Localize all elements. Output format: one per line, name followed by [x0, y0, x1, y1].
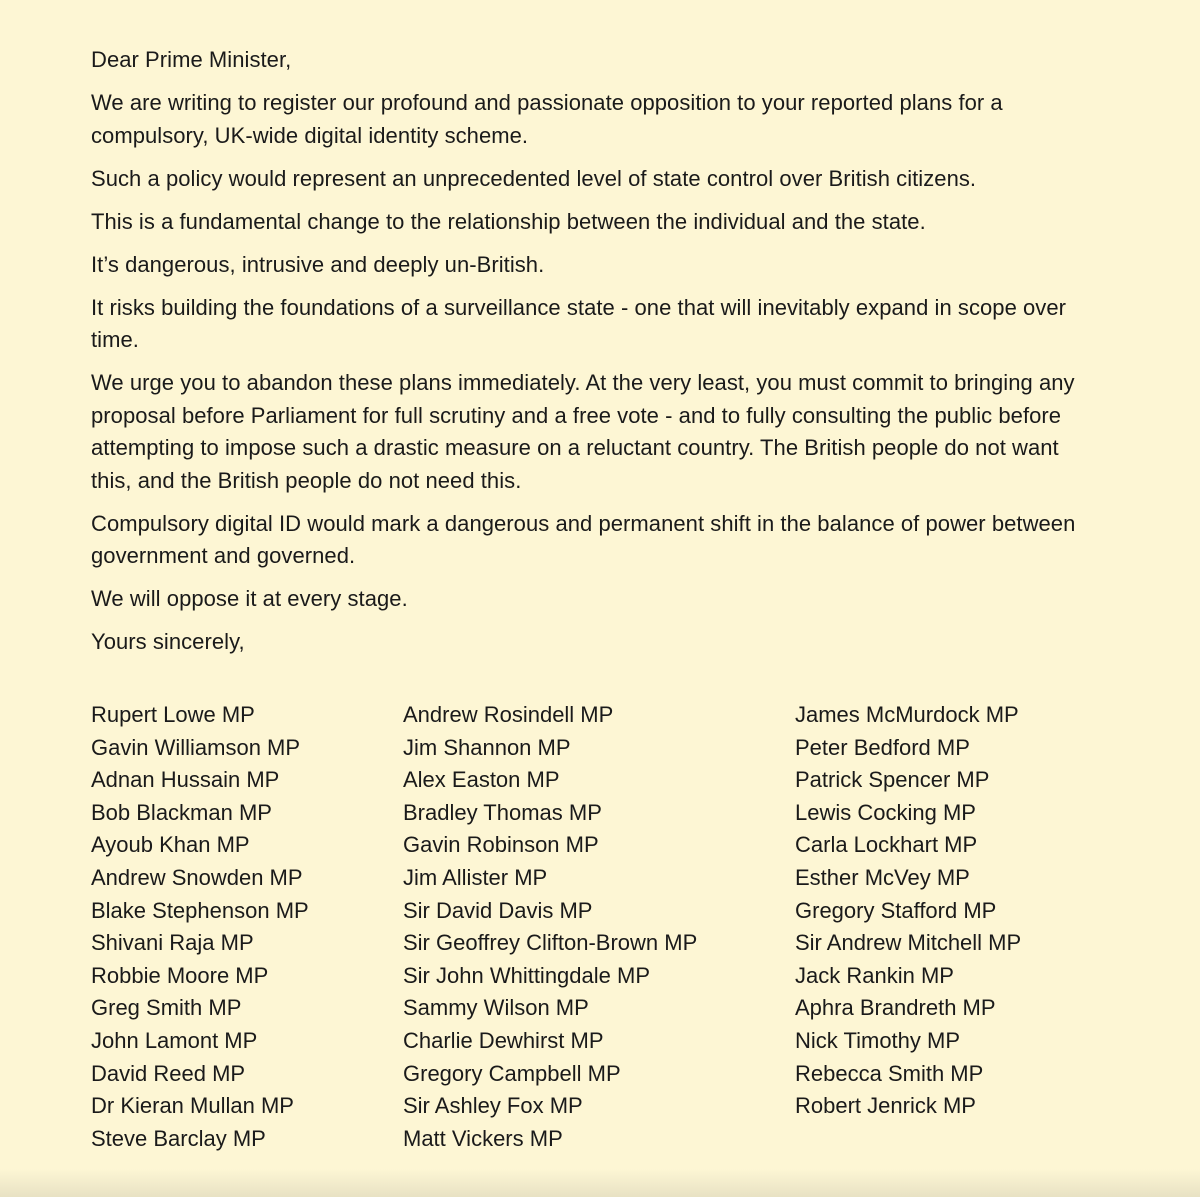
signatory-name: Charlie Dewhirst MP — [403, 1027, 604, 1053]
signatory-name: Sir Ashley Fox MP — [403, 1093, 583, 1119]
signatory-name: Dr Kieran Mullan MP — [91, 1093, 294, 1119]
signatory-name: Nick Timothy MP — [795, 1027, 961, 1053]
paragraph-7: Compulsory digital ID would mark a dangerous and permanent shift in the balance of power between government and governed. — [91, 510, 1076, 568]
signatory-name: Andrew Snowden MP — [91, 864, 303, 890]
signatory-column-1 — [91, 699, 309, 1155]
signatory-name: Adnan Hussain MP — [91, 767, 280, 793]
signatory-name: Jim Allister MP — [403, 864, 548, 890]
salutation: Dear Prime Minister, — [91, 47, 292, 72]
paragraph-2: Such a policy would represent an unprecedented level of state control over British citizens. — [91, 165, 977, 191]
signatory-name: Sir Andrew Mitchell MP — [795, 930, 1022, 956]
paragraph-6: We urge you to abandon these plans immediately. At the very least, you must commit to bringing any proposal before Parliament for full scrutiny and a free vote - and to fully consulting the public before attempting to impose such a drastic measure on a reluctant country. The British people do not want this, and the British people do not need this. — [91, 370, 1075, 493]
signatory-name: Rebecca Smith MP — [795, 1060, 984, 1086]
signatory-name: Andrew Rosindell MP — [403, 702, 614, 727]
signatory-name: Gregory Campbell MP — [403, 1060, 621, 1086]
signatory-name: Alex Easton MP — [403, 767, 560, 793]
signatory-name: David Reed MP — [91, 1060, 246, 1086]
signatory-name: Blake Stephenson MP — [91, 897, 309, 923]
signatory-name: Jack Rankin MP — [795, 962, 954, 988]
signatory-name: Bradley Thomas MP — [403, 799, 602, 825]
signatory-name: Gavin Robinson MP — [403, 832, 599, 858]
paragraph-5: It risks building the foundations of a surveillance state - one that will inevitably expand in scope over time. — [91, 294, 1067, 352]
signatory-name: Sir John Whittingdale MP — [403, 962, 650, 988]
signatory-name: Shivani Raja MP — [91, 930, 254, 956]
signatory-name: Esther McVey MP — [795, 864, 970, 890]
signatory-name: Ayoub Khan MP — [91, 832, 250, 858]
signatory-name: James McMurdock MP — [795, 702, 1019, 727]
signatory-name: Greg Smith MP — [91, 995, 242, 1021]
signatory-name: Sir Geoffrey Clifton-Brown MP — [403, 930, 698, 956]
signatory-name: Carla Lockhart MP — [795, 832, 978, 858]
signatory-name: Robert Jenrick MP — [795, 1093, 976, 1119]
signatory-name: Bob Blackman MP — [91, 799, 272, 825]
signatory-name: Patrick Spencer MP — [795, 767, 990, 793]
signatory-name: Jim Shannon MP — [403, 734, 571, 760]
signatory-name: Gavin Williamson MP — [91, 734, 301, 760]
signatory-column-2 — [403, 699, 697, 1155]
letter-body — [91, 44, 1081, 659]
paragraph-1: We are writing to register our profound and passionate opposition to your reported plans for a compulsory, UK-wide digital identity scheme. — [91, 90, 1003, 148]
signatory-name: Matt Vickers MP — [403, 1125, 563, 1151]
paragraph-8: We will oppose it at every stage. — [91, 586, 408, 611]
signatory-name: Sammy Wilson MP — [403, 995, 589, 1021]
paragraph-3: This is a fundamental change to the relationship between the individual and the state. — [91, 208, 926, 234]
signatory-column-3 — [795, 699, 1021, 1123]
signatory-name: Peter Bedford MP — [795, 734, 970, 760]
page-bottom-shadow — [0, 1169, 1200, 1197]
closing: Yours sincerely, — [91, 629, 245, 654]
signatory-name: Rupert Lowe MP — [91, 702, 255, 727]
paragraph-4: It’s dangerous, intrusive and deeply un-British. — [91, 251, 545, 277]
signatory-name: Lewis Cocking MP — [795, 799, 976, 825]
signatory-name: John Lamont MP — [91, 1027, 258, 1053]
signatory-name: Steve Barclay MP — [91, 1125, 266, 1151]
signatory-name: Aphra Brandreth MP — [795, 995, 996, 1021]
signatory-name: Sir David Davis MP — [403, 897, 593, 923]
signatory-name: Robbie Moore MP — [91, 962, 269, 988]
signatory-name: Gregory Stafford MP — [795, 897, 997, 923]
